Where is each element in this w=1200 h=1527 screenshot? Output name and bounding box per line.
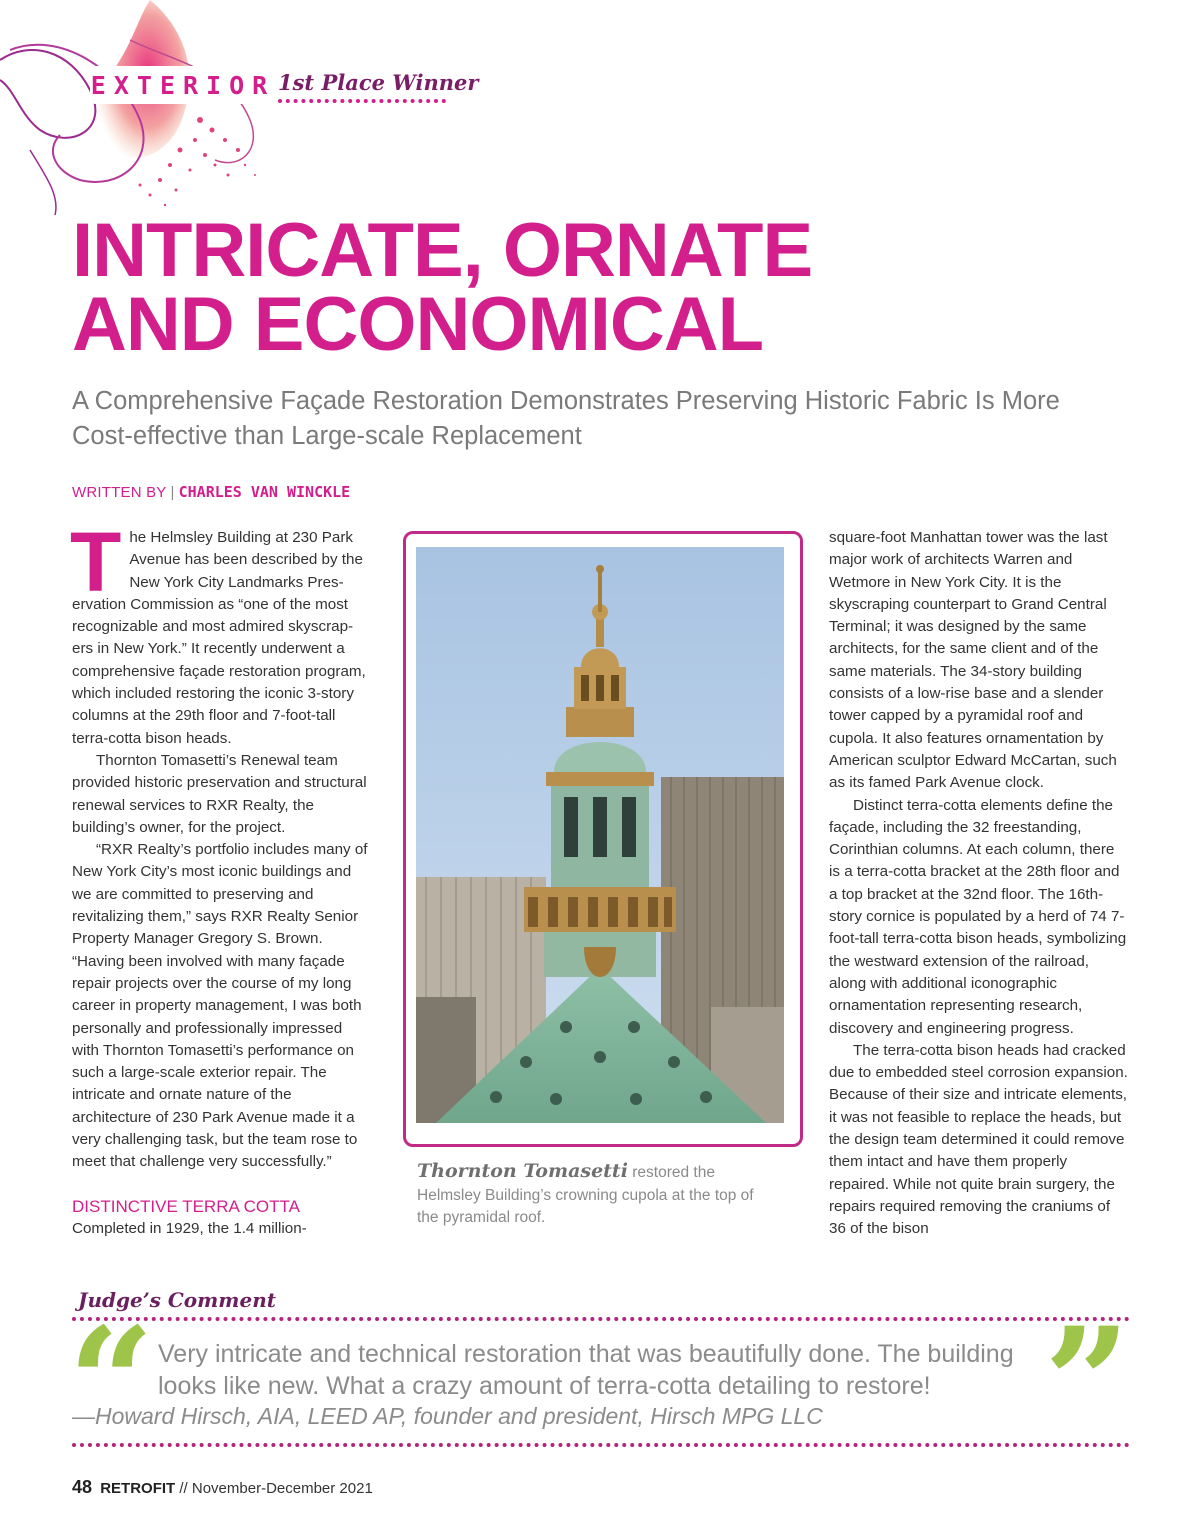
subsection-heading: DISTINCTIVE TERRA COTTA bbox=[72, 1196, 300, 1216]
headline-line-1: INTRICATE, ORNATE bbox=[72, 208, 813, 293]
drop-cap: T bbox=[70, 515, 122, 609]
magazine-name: RETROFIT bbox=[100, 1480, 176, 1497]
byline bbox=[72, 483, 350, 501]
paragraph: Thornton Tomasetti’s Renewal team provided historic preservation and structural renewal services to RXR Realty, the building’s owner, for the project. bbox=[72, 751, 367, 836]
dotted-rule-bottom bbox=[72, 1443, 1130, 1447]
article-column-1 bbox=[70, 515, 372, 1240]
byline-label: WRITTEN BY bbox=[72, 484, 167, 501]
caption-text: restored the Helmsley Building’s crowning cupola at the top of the pyramidal roof. bbox=[417, 1164, 754, 1226]
paragraph: Distinct terra-cotta elements define the façade, including the 32 freestanding, Corinthian columns. At each column, there is a terra-cotta bracket at the 28th floor and a top bracket at the 32nd floor. The 16th-story cornice is populated by a herd of 74 7-foot-tall terra-cotta bison heads, symbolizing the westward extension of the railroad, along with additional iconographic ornamentation representing research, discovery and engineering progress. bbox=[829, 796, 1127, 1037]
headline bbox=[72, 208, 1132, 367]
subheadline: A Comprehensive Façade Restoration Demonstrates Preserving Historic Fabric Is More Cost-effective than Large-scale Replacement bbox=[72, 387, 1060, 450]
close-quote-mark: ” bbox=[1044, 1295, 1131, 1471]
headline-line-2: AND ECONOMICAL bbox=[72, 282, 764, 367]
byline-separator: | bbox=[170, 484, 175, 501]
dotted-rule-top bbox=[72, 1317, 1130, 1321]
paragraph: The terra-cotta bison heads had cracked due to embedded steel corrosion expansion. Because of their size and intricate elements, it was not feasible to replace the heads, but the design team determined it could remove them intact and have them properly repaired. While not quite brain surgery, the repairs required removing the craniums of 36 of the bison bbox=[829, 1041, 1128, 1238]
caption-lead: Thornton Tomasetti bbox=[417, 1160, 628, 1182]
section-tag bbox=[90, 66, 276, 104]
article-column-3 bbox=[829, 527, 1129, 1241]
issue-date: // November-December 2021 bbox=[179, 1480, 373, 1497]
award-dotted-rule bbox=[278, 99, 446, 103]
paragraph-text: he Helmsley Building at 230 Park Avenue has been described by the New York City Landmarks Pres-ervation Commission as “one of the most recognizable and most admired skyscrap-ers in New York.” It recently underwent a comprehensive façade restoration program, which included restoring the iconic 3-story columns at the 29th floor and 7-foot-tall terra-cotta bison heads. bbox=[72, 529, 366, 747]
open-quote-mark: “ bbox=[68, 1295, 155, 1471]
paragraph bbox=[70, 515, 372, 750]
award-label: 1st Place Winner bbox=[278, 70, 479, 95]
paragraph: “RXR Realty’s portfolio includes many of New York City’s most iconic buildings and we are committed to preserving and revitalizing them,” says RXR Realty Senior Property Manager Gregory S. Brown. “Having been involved with many façade repair projects over the course of my long career in property management, I was both personally and professionally impressed with Thornton Tomasetti’s performance on such a large-scale exterior repair. The intricate and ornate nature of the architecture of 230 Park Avenue made it a very challenging task, but the team rose to meet that challenge very successfully.” bbox=[72, 841, 368, 1171]
section-tag-label: EXTERIOR bbox=[90, 70, 276, 100]
byline-author: CHARLES VAN WINCKLE bbox=[178, 483, 351, 501]
page-footer bbox=[72, 1477, 373, 1498]
photo-caption bbox=[417, 1160, 767, 1230]
judges-comment-title: Judge’s Comment bbox=[78, 1288, 276, 1312]
paragraph: Completed in 1929, the 1.4 million- bbox=[72, 1219, 307, 1237]
page-number: 48 bbox=[72, 1477, 93, 1497]
cupola-photo bbox=[416, 547, 784, 1123]
quote-attribution: —Howard Hirsch, AIA, LEED AP, founder and president, Hirsch MPG LLC bbox=[72, 1403, 823, 1429]
decorative-splash-graphic bbox=[0, 0, 330, 230]
judge-quote: Very intricate and technical restoration that was beautifully done. The building looks like new. What a crazy amount of terra-cotta detailing to restore! bbox=[158, 1340, 1014, 1400]
paragraph: square-foot Manhattan tower was the last major work of architects Warren and Wetmore in New York City. It is the skyscraping counterpart to Grand Central Terminal; it was designed by the same architects, for the same client and of the same materials. The 34-story building consists of a low-rise base and a slender tower capped by a pyramidal roof and cupola. It also features ornamentation by American sculptor Edward McCartan, such as its famed Park Avenue clock. bbox=[829, 529, 1117, 792]
